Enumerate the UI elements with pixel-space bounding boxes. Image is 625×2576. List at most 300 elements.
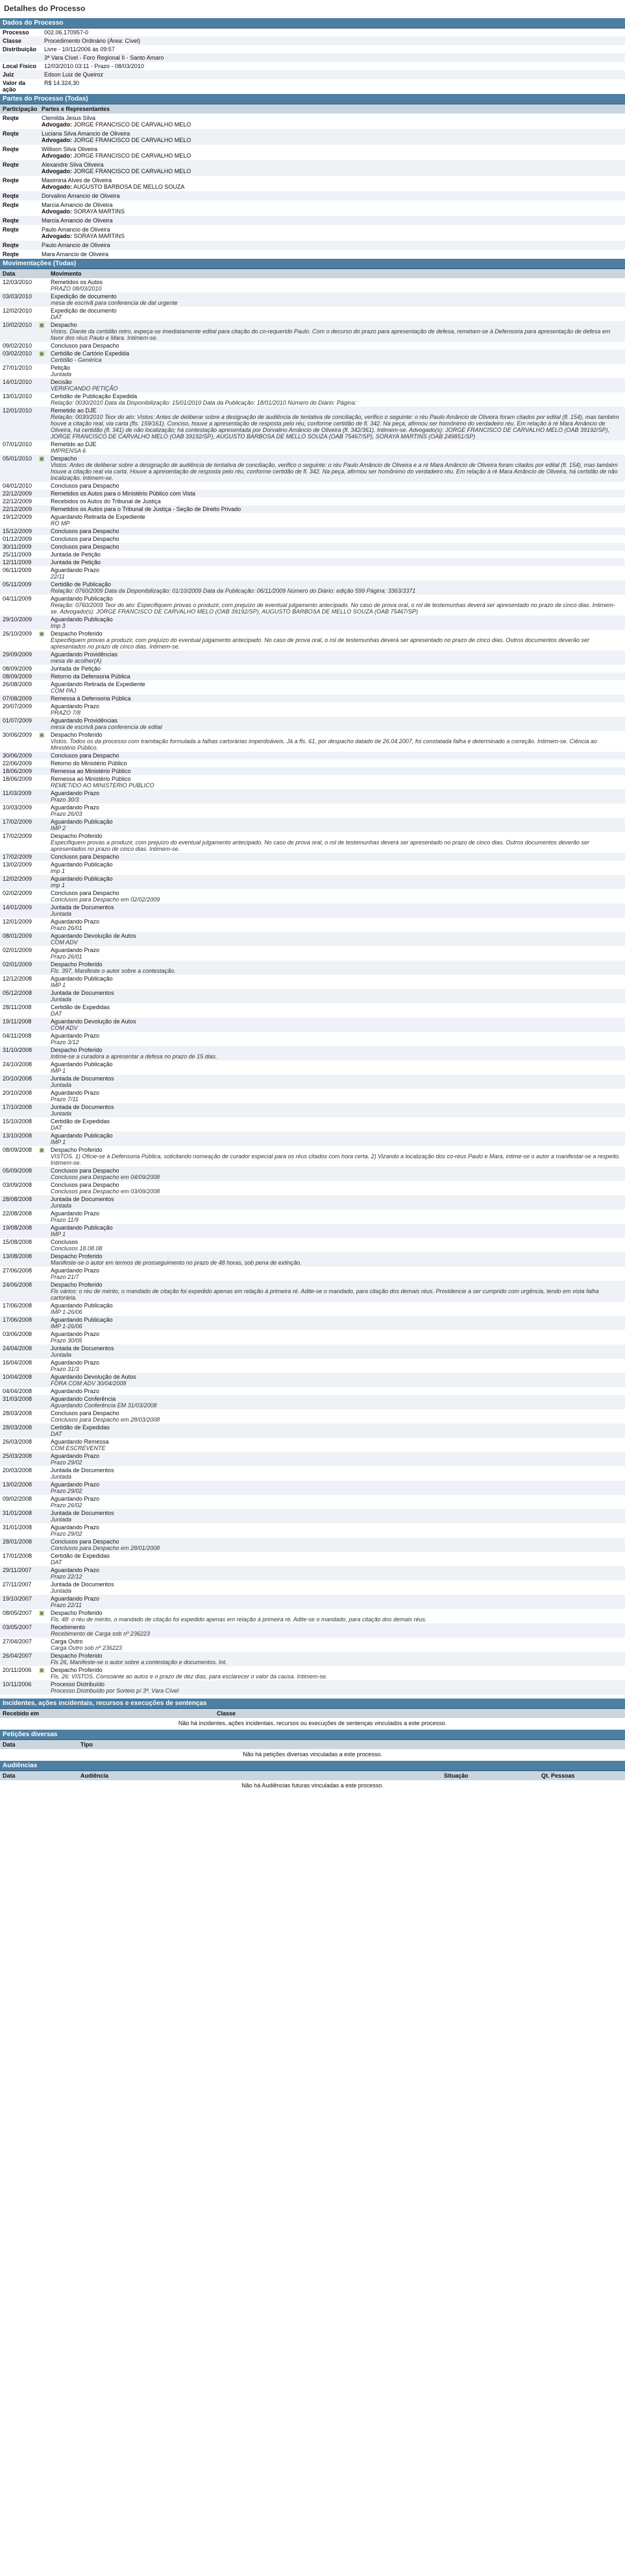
section-dados: Dados do Processo — [0, 18, 625, 29]
mov-date: 24/06/2008 — [3, 1282, 32, 1288]
mov-row — [0, 1466, 625, 1481]
mov-date: 24/10/2008 — [3, 1061, 32, 1067]
mov-row — [0, 1623, 625, 1638]
advogado-nome[interactable]: JORGE FRANCISCO DE CARVALHO MELO — [73, 121, 191, 128]
mov-date: 12/01/2009 — [3, 918, 32, 925]
empty-icon-slot — [39, 1090, 51, 1103]
advogado-nome[interactable]: SORAYA MARTINS — [73, 233, 125, 239]
empty-icon-slot — [39, 776, 51, 789]
mov-text — [51, 1090, 625, 1103]
mov-title: Juntada de Documentos — [51, 990, 114, 996]
mov-title: Recebidos os Autos do Tribunal de Justiça — [51, 498, 161, 505]
mov-desc: Fls vários: o réu de mérito, o mandado de citação foi expedido apenas em relação à primeira ré. Adite-se o mandado, para citação dos demais réus. Providencie a ser cumprido com urgência, tendo em vista falha cartorária. — [51, 1288, 599, 1301]
mov-date: 01/12/2009 — [3, 536, 32, 542]
mov-desc: Juntada — [51, 371, 72, 377]
empty-icon-slot — [39, 1581, 51, 1594]
mov-text — [51, 1496, 625, 1509]
mov-title: Aguardando Prazo — [51, 1496, 100, 1502]
mov-desc: Vistos. Diante da certidão retro, expeça-se imediatamente edital para citação do co-requerido Paulo. Com o decurso do prazo para apresentação de defesa, remetam-se à Defensoria para apresentação de defesa em favor dos réus Paulo e Mara. Intimem-se. — [51, 328, 611, 341]
mov-desc: Vistos. Todos os da processo com tramitação formulada a falhas cartorárias imperdoáveis. Já a fls. 61, por despacho datado de 26.04.2007, foi constatada falha e determinado a correção. Intimem-se. Ciência ao Ministério Público. — [51, 738, 597, 751]
mov-desc: COM ESCREVENTE — [51, 1445, 106, 1451]
dados-label: Processo — [3, 29, 29, 36]
mov-text — [51, 1624, 625, 1637]
mov-row — [0, 1538, 625, 1552]
mov-date: 30/11/2009 — [3, 543, 32, 550]
mov-date: 07/08/2009 — [3, 695, 32, 702]
dados-table — [0, 29, 625, 94]
mov-row — [0, 1438, 625, 1452]
dados-value: 3ª Vara Cível - Foro Regional II - Santo Amaro — [44, 54, 164, 61]
mov-date: 15/12/2009 — [3, 528, 32, 534]
section-audiencias: Audiências — [0, 1761, 625, 1771]
mov-row — [0, 650, 625, 665]
mov-title: Conclusos para Despacho — [51, 752, 119, 759]
empty-icon-slot — [39, 990, 51, 1003]
mov-row — [0, 558, 625, 566]
mov-text — [51, 717, 625, 730]
empty-icon-slot — [39, 760, 51, 767]
mov-desc: Conclusos para Despacho em 28/01/2008 — [51, 1545, 160, 1551]
empty-icon-slot — [39, 1453, 51, 1466]
mov-title: Aguardando Conferência — [51, 1396, 116, 1402]
dados-label: Local Físico — [3, 63, 37, 69]
mov-row — [0, 1373, 625, 1387]
advogado-label: Advogado: — [42, 137, 72, 143]
mov-text — [51, 1595, 625, 1608]
mov-date: 28/08/2008 — [3, 1196, 32, 1202]
empty-icon-slot — [39, 1424, 51, 1437]
parte-row — [0, 176, 625, 191]
mov-text — [51, 307, 625, 320]
mov-row — [0, 804, 625, 818]
dados-row — [0, 62, 625, 71]
mov-row — [0, 1344, 625, 1359]
mov-row — [0, 767, 625, 775]
parte-tipo: Reqte — [3, 115, 19, 121]
mov-desc: Conclusos para Despacho em 02/02/2009 — [51, 896, 160, 903]
parte-row — [0, 113, 625, 129]
empty-icon-slot — [39, 483, 51, 489]
mov-title: Aguardando Prazo — [51, 1524, 100, 1531]
mov-title: Aguardando Prazo — [51, 1032, 100, 1039]
mov-date: 27/06/2008 — [3, 1267, 32, 1274]
mov-text — [51, 342, 625, 349]
mov-text — [51, 1553, 625, 1566]
mov-desc: Juntada — [51, 1516, 72, 1523]
empty-icon-slot — [39, 567, 51, 580]
mov-desc: PRAZO 7/8 — [51, 710, 81, 716]
mov-title: Aguardando Prazo — [51, 1595, 100, 1602]
mov-date: 20/10/2008 — [3, 1075, 32, 1082]
mov-text — [51, 833, 625, 852]
mov-title: Aguardando Prazo — [51, 703, 100, 710]
advogado-label: Advogado: — [42, 152, 72, 159]
mov-title: Conclusos para Despacho — [51, 1410, 119, 1416]
empty-icon-slot — [39, 961, 51, 974]
mov-title: Aguardando Remessa — [51, 1438, 109, 1445]
mov-desc: Fls. 48: o réu de mérito, o mandado de citação foi expedido apenas em relação à primeira ré. Adite-se o mandado, para citação dos demais réus. — [51, 1616, 427, 1623]
dados-value: Livre - 10/11/2006 às 09:57 — [44, 46, 115, 53]
document-icon[interactable]: ▣ — [39, 732, 45, 738]
mov-title: Despacho — [51, 322, 77, 328]
empty-icon-slot — [39, 1104, 51, 1117]
mov-date: 10/11/2006 — [3, 1681, 32, 1688]
advogado-nome[interactable]: AUGUSTO BARBOSA DE MELLO SOUZA — [73, 184, 185, 190]
mov-row — [0, 775, 625, 789]
mov-title: Remetidos os Autos para o Tribunal de Justiça - Seção de Direito Privado — [51, 506, 241, 512]
mov-date: 17/06/2008 — [3, 1302, 32, 1309]
document-icon[interactable]: ▣ — [39, 455, 45, 462]
document-icon[interactable]: ▣ — [39, 1147, 45, 1153]
mov-row — [0, 1195, 625, 1210]
mov-desc: Relação: 0030/2010 Teor do ato: Vistos: Antes de deliberar sobre a designação de audiência de tentativa de conciliação, verifico o seguinte: o réu Paulo Amâncio de Oliveira foram citados por edital (fl. 154), mas também houve a citação real, via carta (fls. 159/161). Conciso, houve a apresentação de resposta pelo réu, conforme certidão de fl. 342. Na peça, afirmou ser homônimo do verdadeiro réu. Em relação à ré Mara Amâncio de Oliveira, há certidão (fl. 341) de não localização; há contestação apresentada por Dorvalino Amâncio de Oliveira (fl. 342/361). Intimem-se. Advogado(s): JORGE FRANCISCO DE CARVALHO MELO (OAB 39192/SP), JORGE FRANCISCO DE CARVALHO MELO (OAB 39192/SP), AUGUSTO BARBOSA DE MELLO SOUZA (OAB 75467/SP), SORAYA MARTINS (OAB 249851/SP) — [51, 414, 619, 440]
mov-text — [51, 1524, 625, 1537]
mov-desc: Prazo 31/3 — [51, 1366, 79, 1372]
mov-text — [51, 1396, 625, 1409]
mov-desc: COM ADV — [51, 1025, 78, 1031]
dados-row — [0, 54, 625, 62]
mov-date: 08/09/2008 — [3, 1147, 32, 1153]
mov-date: 04/11/2009 — [3, 595, 32, 602]
mov-title: Aguardando Publicação — [51, 1224, 113, 1231]
mov-row — [0, 482, 625, 490]
mov-date: 28/11/2008 — [3, 1004, 32, 1010]
section-peticoes: Petições diversas — [0, 1730, 625, 1740]
empty-icon-slot — [39, 1282, 51, 1301]
mov-desc: Recebimento de Carga sob nº 236223 — [51, 1630, 150, 1637]
mov-row — [0, 1680, 625, 1695]
mov-row — [0, 342, 625, 350]
mov-row — [0, 551, 625, 558]
parte-nome: Paulo Amancio de Oliveira — [42, 226, 110, 233]
mov-desc: REMETIDO AO MINISTERIO PUBLICO — [51, 782, 154, 789]
mov-date: 12/12/2008 — [3, 975, 32, 982]
mov-desc: Juntada — [51, 911, 72, 917]
mov-date: 08/09/2009 — [3, 665, 32, 672]
mov-row — [0, 1595, 625, 1609]
mov-row — [0, 1359, 625, 1373]
mov-title: Despacho Proferido — [51, 1282, 103, 1288]
empty-icon-slot — [39, 1047, 51, 1060]
mov-row — [0, 680, 625, 695]
mov-desc: PRAZO 08/03/2010 — [51, 285, 102, 292]
empty-icon-slot — [39, 595, 51, 615]
mov-desc: VISTOS. 1) Oficie-se à Defensoria Pública, solicitando nomeação de curador especial para os réus citados com hora certa. 2) Vizando a localização dos co-réus Paulo e Mara, intime-se o autor a manifestar-se a respeito. Intimem-se. — [51, 1153, 620, 1166]
mov-title: Remessa ao Ministério Público — [51, 776, 131, 782]
mov-text — [51, 616, 625, 629]
empty-icon-slot — [39, 1239, 51, 1252]
audiencias-header-col4: Qt. Pessoas — [541, 1772, 575, 1779]
mov-title: Certidão de Publicação — [51, 581, 112, 588]
empty-icon-slot — [39, 1345, 51, 1358]
mov-date: 22/06/2009 — [3, 760, 32, 767]
mov-row — [0, 889, 625, 903]
mov-desc: Juntada — [51, 1082, 72, 1088]
peticoes-header-col2: Tipo — [80, 1741, 93, 1748]
mov-date: 05/11/2009 — [3, 581, 32, 588]
parte-nome: Willison Silva Oliveira — [42, 146, 98, 152]
mov-title: Conclusos para Despacho — [51, 342, 119, 349]
document-icon[interactable]: ▣ — [39, 322, 45, 328]
empty-icon-slot — [39, 1196, 51, 1209]
empty-icon-slot — [39, 1553, 51, 1566]
mov-row — [0, 1210, 625, 1224]
mov-row — [0, 875, 625, 889]
mov-date: 08/01/2009 — [3, 933, 32, 939]
mov-text — [51, 861, 625, 874]
mov-text — [51, 514, 625, 527]
mov-row — [0, 1075, 625, 1089]
mov-row — [0, 455, 625, 482]
mov-row — [0, 1666, 625, 1680]
mov-row — [0, 1638, 625, 1652]
parte-nome: Paulo Amancio de Oliveira — [42, 242, 110, 248]
mov-row — [0, 630, 625, 650]
mov-text — [51, 293, 625, 306]
mov-row — [0, 1224, 625, 1238]
mov-row — [0, 505, 625, 513]
advogado-nome[interactable]: SORAYA MARTINS — [73, 208, 125, 215]
mov-date: 08/05/2007 — [3, 1610, 32, 1616]
mov-title: Remessa à Defensoria Pública — [51, 695, 131, 702]
mov-text — [51, 1345, 625, 1358]
mov-date: 28/03/2008 — [3, 1410, 32, 1416]
mov-desc: Conclusos 18.08.08 — [51, 1245, 103, 1252]
mov-title: Conclusos para Despacho — [51, 543, 119, 550]
mov-row — [0, 407, 625, 440]
mov-text — [51, 279, 625, 292]
mov-desc: Juntada — [51, 1352, 72, 1358]
mov-date: 19/11/2008 — [3, 1018, 32, 1025]
mov-text — [51, 1374, 625, 1387]
mov-row — [0, 1609, 625, 1623]
mov-text — [51, 681, 625, 694]
mov-text — [51, 665, 625, 672]
mov-date: 04/01/2010 — [3, 483, 32, 489]
mov-title: Petição — [51, 364, 71, 371]
mov-title: Juntada de Documentos — [51, 904, 114, 911]
mov-text — [51, 1438, 625, 1451]
document-icon[interactable]: ▣ — [39, 630, 45, 637]
mov-desc: Prazo 26/03 — [51, 811, 82, 817]
mov-text — [51, 1132, 625, 1145]
mov-text — [51, 760, 625, 767]
mov-title: Despacho Proferido — [51, 833, 103, 839]
dados-label — [0, 54, 42, 62]
mov-title: Conclusos para Despacho — [51, 483, 119, 489]
mov-title: Aguardando Publicação — [51, 1132, 113, 1139]
mov-date: 31/03/2008 — [3, 1396, 32, 1402]
mov-date: 03/06/2008 — [3, 1331, 32, 1337]
mov-row — [0, 1523, 625, 1538]
empty-icon-slot — [39, 818, 51, 831]
mov-text — [51, 1147, 625, 1166]
mov-date: 22/12/2009 — [3, 498, 32, 505]
parte-row — [0, 160, 625, 176]
mov-title: Expedição de documento — [51, 307, 117, 314]
mov-text — [51, 1253, 625, 1266]
mov-date: 10/04/2008 — [3, 1374, 32, 1380]
parte-nome: Alexandre Silva Oliveira — [42, 161, 104, 168]
document-icon[interactable]: ▣ — [39, 1610, 45, 1616]
dados-label: Classe — [3, 38, 22, 44]
empty-icon-slot — [39, 559, 51, 566]
mov-text — [51, 695, 625, 702]
mov-row — [0, 975, 625, 989]
mov-title: Conclusos para Despacho — [51, 890, 119, 896]
mov-text — [51, 1331, 625, 1344]
mov-row — [0, 989, 625, 1003]
mov-row — [0, 731, 625, 752]
parte-nome: Dorvalino Amancio de Oliveira — [42, 193, 120, 199]
mov-date: 16/04/2008 — [3, 1359, 32, 1366]
mov-title: Certidão de Expedidas — [51, 1424, 110, 1431]
empty-icon-slot — [39, 1652, 51, 1665]
parte-tipo: Reqte — [3, 177, 19, 184]
mov-text — [51, 1467, 625, 1480]
mov-desc: Conclusos para Despacho em 28/03/2008 — [51, 1416, 160, 1423]
empty-icon-slot — [39, 342, 51, 349]
parte-tipo: Reqte — [3, 146, 19, 152]
mov-date: 12/02/2009 — [3, 876, 32, 882]
mov-desc: Juntada — [51, 1473, 72, 1480]
mov-text — [51, 1118, 625, 1131]
mov-text — [51, 364, 625, 377]
mov-title: Juntada de Documentos — [51, 1467, 114, 1473]
parte-nome: Luciana Silva Amancio de Oliveira — [42, 130, 130, 137]
mov-text — [51, 890, 625, 903]
mov-date: 27/04/2007 — [3, 1638, 32, 1645]
mov-row — [0, 378, 625, 392]
mov-text — [51, 393, 625, 406]
mov-row — [0, 1267, 625, 1281]
empty-icon-slot — [39, 1359, 51, 1372]
empty-icon-slot — [39, 307, 51, 320]
mov-title: Juntada de Documentos — [51, 1075, 114, 1082]
advogado-label: Advogado: — [42, 233, 72, 239]
mov-text — [51, 651, 625, 664]
mov-date: 30/06/2009 — [3, 732, 32, 738]
mov-text — [51, 1652, 625, 1665]
mov-date: 13/02/2009 — [3, 861, 32, 868]
mov-date: 02/02/2009 — [3, 890, 32, 896]
empty-icon-slot — [39, 393, 51, 406]
mov-row — [0, 1167, 625, 1181]
mov-text — [51, 975, 625, 988]
mov-title: Aguardando Publicação — [51, 876, 113, 882]
mov-text — [51, 1239, 625, 1252]
mov-title: Aguardando Prazo — [51, 1388, 100, 1394]
peticoes-empty: Não há petições diversas vinculadas a este processo. — [243, 1751, 382, 1758]
empty-icon-slot — [39, 1118, 51, 1131]
empty-icon-slot — [39, 1167, 51, 1180]
mov-title: Juntada de Documentos — [51, 1104, 114, 1110]
mov-date: 27/01/2010 — [3, 364, 32, 371]
mov-desc: Prazo 7/11 — [51, 1096, 79, 1103]
incidentes-header-col2: Classe — [217, 1710, 236, 1717]
empty-icon-slot — [39, 536, 51, 542]
mov-date: 15/08/2008 — [3, 1239, 32, 1245]
mov-row — [0, 535, 625, 543]
mov-desc: 22/11 — [51, 573, 65, 580]
mov-title: Aguardando Providências — [51, 717, 118, 724]
mov-title: Certidão de Expedidas — [51, 1004, 110, 1010]
mov-title: Remetidos os Autos — [51, 279, 103, 285]
mov-row — [0, 292, 625, 307]
mov-date: 30/06/2009 — [3, 752, 32, 759]
mov-desc: mesa de acolher(A) — [51, 658, 102, 664]
mov-row — [0, 1132, 625, 1146]
mov-desc: imp 1 — [51, 882, 66, 888]
mov-row — [0, 566, 625, 580]
mov-desc: COM PAJ — [51, 687, 77, 694]
mov-text — [51, 947, 625, 960]
empty-icon-slot — [39, 1567, 51, 1580]
mov-desc: Processo Distribuído por Sorteio p/ 3ª. Vara Cível — [51, 1688, 179, 1694]
page-title: Detalhes do Processo — [4, 4, 86, 13]
empty-icon-slot — [39, 876, 51, 888]
audiencias-header-col2: Audiência — [80, 1772, 109, 1779]
mov-row — [0, 1003, 625, 1018]
incidentes-header-col1: Recebido em — [3, 1710, 40, 1717]
mov-date: 10/03/2009 — [3, 804, 32, 811]
empty-icon-slot — [39, 1061, 51, 1074]
mov-row — [0, 307, 625, 321]
mov-text — [51, 1567, 625, 1580]
mov-title: Aguardando Devolução de Autos — [51, 1018, 136, 1025]
mov-date: 22/12/2009 — [3, 506, 32, 512]
mov-desc: Prazo 29/02 — [51, 1531, 82, 1537]
empty-icon-slot — [39, 1624, 51, 1637]
mov-title: Aguardando Prazo — [51, 1210, 100, 1217]
mov-date: 07/01/2010 — [3, 441, 32, 447]
empty-icon-slot — [39, 918, 51, 931]
advogado-nome[interactable]: JORGE FRANCISCO DE CARVALHO MELO — [73, 168, 191, 174]
parte-nome-block — [42, 115, 622, 128]
mov-title: Aguardando Retirada de Expediente — [51, 681, 145, 687]
advogado-nome[interactable]: JORGE FRANCISCO DE CARVALHO MELO — [73, 152, 191, 159]
empty-icon-slot — [39, 1681, 51, 1694]
document-icon[interactable]: ▣ — [39, 350, 45, 357]
mov-row — [0, 832, 625, 853]
parte-row — [0, 200, 625, 216]
empty-icon-slot — [39, 1032, 51, 1045]
mov-text — [51, 703, 625, 716]
mov-title: Remetido ao DJE — [51, 407, 97, 414]
advogado-nome[interactable]: JORGE FRANCISCO DE CARVALHO MELO — [73, 137, 191, 143]
peticoes-header — [0, 1740, 625, 1749]
empty-icon-slot — [39, 616, 51, 629]
document-icon[interactable]: ▣ — [39, 1667, 45, 1673]
parte-tipo: Reqte — [3, 130, 19, 137]
mov-date: 19/12/2009 — [3, 514, 32, 520]
mov-text — [51, 768, 625, 774]
advogado-label: Advogado: — [42, 208, 72, 215]
advogado-label: Advogado: — [42, 168, 72, 174]
mov-date: 09/02/2008 — [3, 1496, 32, 1502]
empty-icon-slot — [39, 1132, 51, 1145]
mov-row — [0, 278, 625, 292]
mov-title: Aguardando Prazo — [51, 1567, 100, 1573]
mov-row — [0, 1018, 625, 1032]
mov-date: 20/11/2006 — [3, 1667, 32, 1673]
mov-title: Retorno do Ministério Público — [51, 760, 127, 767]
mov-row — [0, 918, 625, 932]
empty-icon-slot — [39, 1075, 51, 1088]
mov-date: 26/04/2007 — [3, 1652, 32, 1659]
mov-row — [0, 513, 625, 527]
mov-desc: Prazo 3/12 — [51, 1039, 79, 1045]
